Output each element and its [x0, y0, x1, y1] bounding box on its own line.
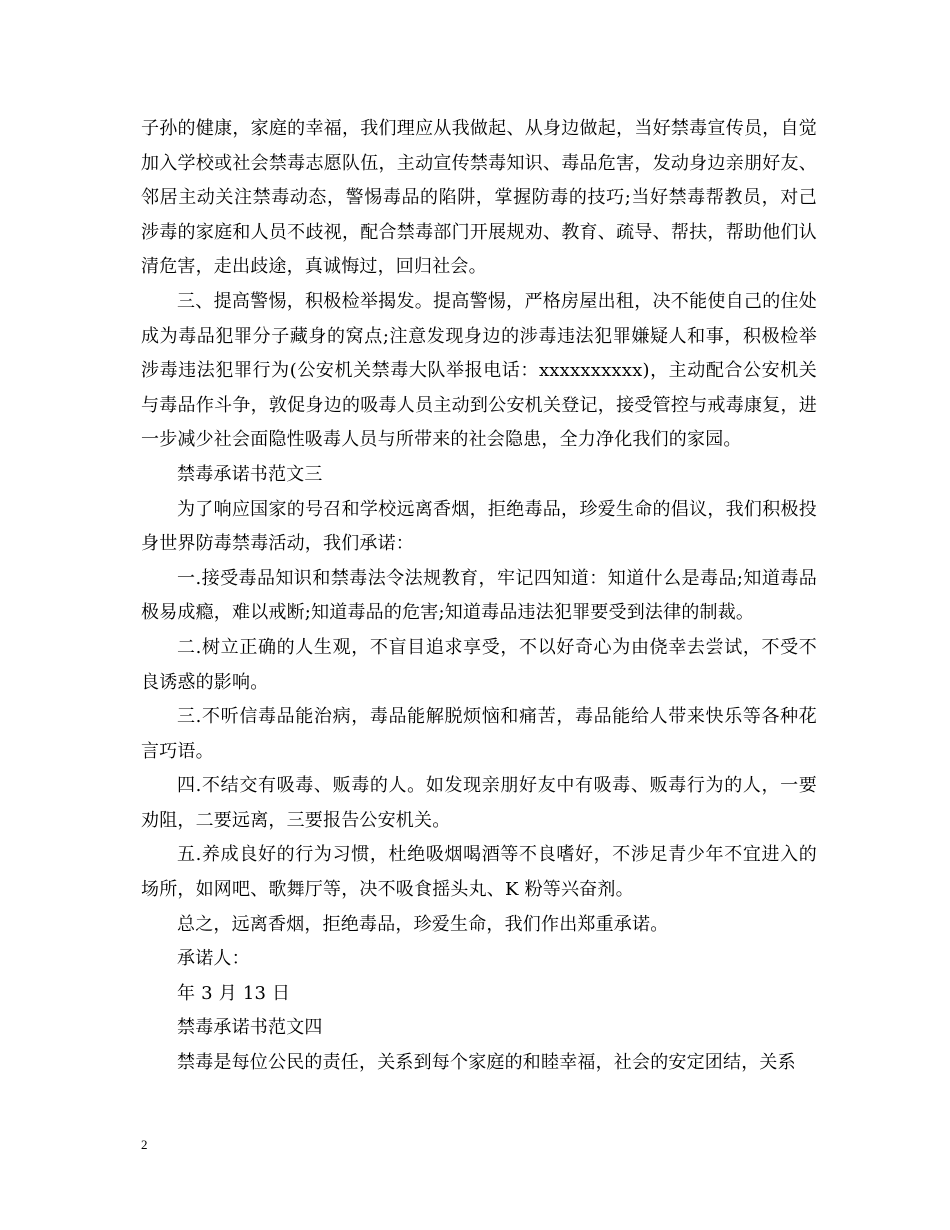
list-item: 四.不结交有吸毒、贩毒的人。如发现亲朋好友中有吸毒、贩毒行为的人，一要劝阻，二要远离，三要报告公安机关。	[141, 775, 817, 831]
list-item: 二.树立正确的人生观，不盲目追求享受，不以好奇心为由侥幸去尝试，不受不良诱惑的影响。	[141, 636, 817, 693]
list-item: 三.不听信毒品能治病，毒品能解脱烦恼和痛苦，毒品能给人带来快乐等各种花言巧语。	[141, 706, 817, 762]
section-heading: 禁毒承诺书范文四	[177, 1017, 323, 1039]
paragraph: 为了响应国家的号召和学校远离香烟，拒绝毒品，珍爱生命的倡议，我们积极投身世界防毒禁毒活动，我们承诺：	[141, 498, 817, 555]
document-body	[141, 112, 817, 1081]
page-number: 2	[141, 1137, 148, 1152]
list-item: 五.养成良好的行为习惯，杜绝吸烟喝酒等不良嗜好，不涉足青少年不宜进入的场所，如网吧、歌舞厅等，决不吸食摇头丸、K 粉等兴奋剂。	[141, 844, 817, 901]
signature-line: 承诺人：	[177, 948, 250, 970]
paragraph: 三、提高警惕，积极检举揭发。提高警惕，严格房屋出租，决不能使自己的住处成为毒品犯罪分子藏身的窝点;注意发现身边的涉毒违法犯罪嫌疑人和事，积极检举涉毒违法犯罪行为(公安机关禁毒大队举报电话：xxxxxxxxxx)，主动配合公安机关与毒品作斗争，敦促身边的吸毒人员主动到公安机关登记，接受管控与戒毒康复，进一步减少社会面隐性吸毒人员与所带来的社会隐患，全力净化我们的家园。	[141, 290, 817, 451]
paragraph: 子孙的健康，家庭的幸福，我们理应从我做起、从身边做起，当好禁毒宣传员，自觉加入学校或社会禁毒志愿队伍，主动宣传禁毒知识、毒品危害，发动身边亲朋好友、邻居主动关注禁毒动态，警惕毒品的陷阱，掌握防毒的技巧;当好禁毒帮教员，对己涉毒的家庭和人员不歧视，配合禁毒部门开展规劝、教育、疏导、帮扶，帮助他们认清危害，走出歧途，真诚悔过，回归社会。	[141, 118, 817, 278]
paragraph: 禁毒是每位公民的责任，关系到每个家庭的和睦幸福，社会的安定团结，关系	[177, 1052, 796, 1074]
paragraph: 总之，远离香烟，拒绝毒品，珍爱生命，我们作出郑重承诺。	[177, 913, 669, 935]
section-heading: 禁毒承诺书范文三	[177, 463, 323, 485]
date-line: 年 3 月 13 日	[177, 982, 291, 1004]
list-item: 一.接受毒品知识和禁毒法令法规教育，牢记四知道：知道什么是毒品;知道毒品极易成瘾，难以戒断;知道毒品的危害;知道毒品违法犯罪要受到法律的制裁。	[141, 567, 817, 624]
